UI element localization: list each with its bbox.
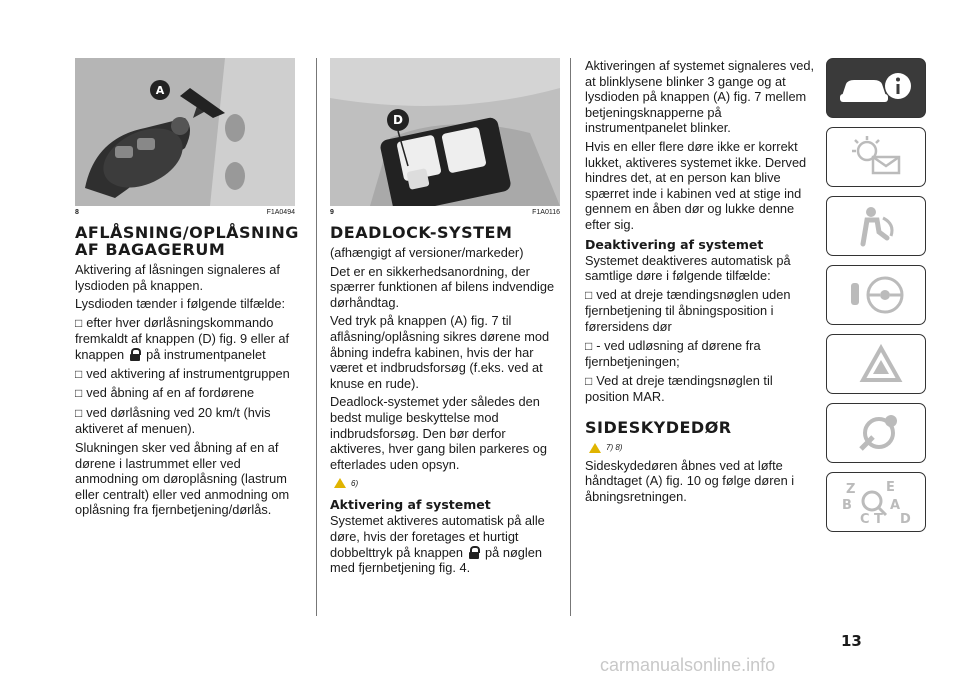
list-item: □ Ved at dreje tændingsnøglen til position MAR. (585, 373, 815, 405)
chapter-tabs (826, 58, 928, 541)
index-letter: A (890, 498, 901, 513)
figure-code: F1A0494 (266, 209, 295, 216)
paragraph: Aktiveringen af systemet signaleres ved, at blinklysene blinker 3 gange og at lysdioden på knappen (A) fig. 7 mellem betjeningsknapperne på instrumentpanelet blinker. (585, 58, 815, 136)
watermark: carmanualsonline.info (600, 655, 776, 675)
warning-light-icon (841, 135, 911, 179)
column-divider (316, 58, 317, 616)
subheading-deactivation: Deaktivering af systemet (585, 236, 764, 252)
index-letter: T (874, 512, 883, 525)
breakdown-triangle-icon (841, 342, 911, 386)
tab-warning-lights[interactable] (826, 127, 926, 187)
figure-8-key-fob (75, 58, 295, 206)
callout-d: D (393, 113, 403, 127)
subheading-activation: Aktivering af systemet (330, 497, 491, 513)
paragraph: Lysdioden tænder i følgende tilfælde: (75, 296, 286, 312)
callout-a: A (155, 84, 165, 97)
index-letter: B (842, 498, 852, 513)
paragraph: Systemet deaktiveres automatisk på samtlige døre i følgende tilfælde: (585, 252, 791, 284)
steering-wheel-icon (841, 273, 911, 317)
list-item: □ ved dørlåsning ved 20 km/t (hvis aktiveret af menuen). (75, 405, 295, 437)
column-2 (330, 58, 560, 579)
figure-8-caption (75, 209, 295, 216)
list-item: □ ved aktivering af instrumentgruppen (75, 366, 295, 383)
tab-safety[interactable] (826, 196, 926, 256)
heading-trunk-lock: AFLÅSNING/OPLÅSNING AF BAGAGERUM (75, 223, 299, 259)
warning-reference[interactable]: 6) (334, 478, 358, 488)
paragraph: Deadlock-systemet yder således den bedst mulige beskyttelse mod indbrudsforsøg. Den bør derfor aktiveres, hver gang bilen parkeres og efterlades uden opsyn. (330, 394, 547, 472)
column-1 (75, 58, 299, 521)
warning-triangle-icon (589, 443, 601, 453)
airbag-icon (841, 204, 911, 248)
index-letter: D (900, 512, 911, 525)
list-item: □ ved at dreje tændingsnøglen uden fjernbetjening til åbningsposition i førersidens dør (585, 287, 815, 335)
figure-9-door-panel (330, 58, 560, 206)
tab-index[interactable] (826, 472, 926, 532)
warning-triangle-icon (334, 478, 346, 488)
index-letter: Z (846, 482, 856, 497)
paragraph: Sideskydedøren åbnes ved at løfte håndtaget (A) fig. 10 og følge døren i åbningsretningen. (585, 457, 795, 505)
paragraph: Det er en sikkerhedsanordning, der spærrer funktionen af bilens indvendige dørhåndtag. (330, 263, 555, 310)
index-letter: E (886, 480, 895, 495)
list-item: □ efter hver dørlåsningskommando fremkaldt af knappen (D) fig. 9 eller af knappen på instrumentpanelet (75, 315, 295, 363)
list-item: □ ved åbning af en af fordørene (75, 385, 295, 402)
paragraph: Aktivering af låsningen signaleres af lysdioden på knappen. (75, 262, 280, 293)
heading-sliding-door: SIDESKYDEDØR (585, 417, 732, 437)
figure-number: 9 (330, 209, 334, 216)
paragraph: Hvis en eller flere døre ikke er korrekt lukket, aktiveres systemet ikke. Derved hindres det, at en person kan blive spærret inde i kabinen ved at stige ind gennem en åben dør og lukke denne efter sig. (585, 138, 807, 232)
paragraph: (afhængigt af versioner/markeder) (330, 245, 524, 260)
tab-maintenance[interactable] (826, 403, 926, 463)
warning-reference[interactable]: 7) 8) (589, 443, 622, 453)
paragraph: Systemet aktiveres automatisk på alle døre, hvis der foretages et hurtigt dobbelttryk på knappen på nøglen med fjernbetjening fig. 4. (330, 513, 545, 576)
tab-driving[interactable] (826, 265, 926, 325)
index-letter: C (860, 512, 870, 525)
column-3 (585, 58, 815, 508)
tab-car-info[interactable] (826, 58, 926, 118)
tab-emergency[interactable] (826, 334, 926, 394)
maintenance-icon (841, 411, 911, 455)
figure-number: 8 (75, 209, 79, 216)
lock-icon (469, 546, 479, 558)
heading-deadlock: DEADLOCK-SYSTEM (330, 223, 513, 242)
page-number: 13 (841, 632, 862, 650)
paragraph: Slukningen sker ved åbning af en af dørene i lastrummet eller ved anmodning om døroplåsning (lastrum eller centralt) eller ved anmodning om oplåsning fra fjernbetjening/dørlås. (75, 439, 290, 518)
figure-9-caption (330, 209, 560, 216)
figure-code: F1A0116 (532, 209, 560, 216)
paragraph: Ved tryk på knappen (A) fig. 7 til aflåsning/oplåsning sikres dørene mod åbning indefra kabinen, hvis der har været et indbrudsforsøg (f.eks. ved at knuse en rude). (330, 313, 550, 391)
list-item: □ - ved udløsning af dørene fra fjernbetjeningen; (585, 338, 815, 370)
lock-icon (130, 348, 140, 360)
index-icon (836, 479, 916, 525)
car-info-icon (836, 68, 916, 108)
column-divider (570, 58, 571, 616)
